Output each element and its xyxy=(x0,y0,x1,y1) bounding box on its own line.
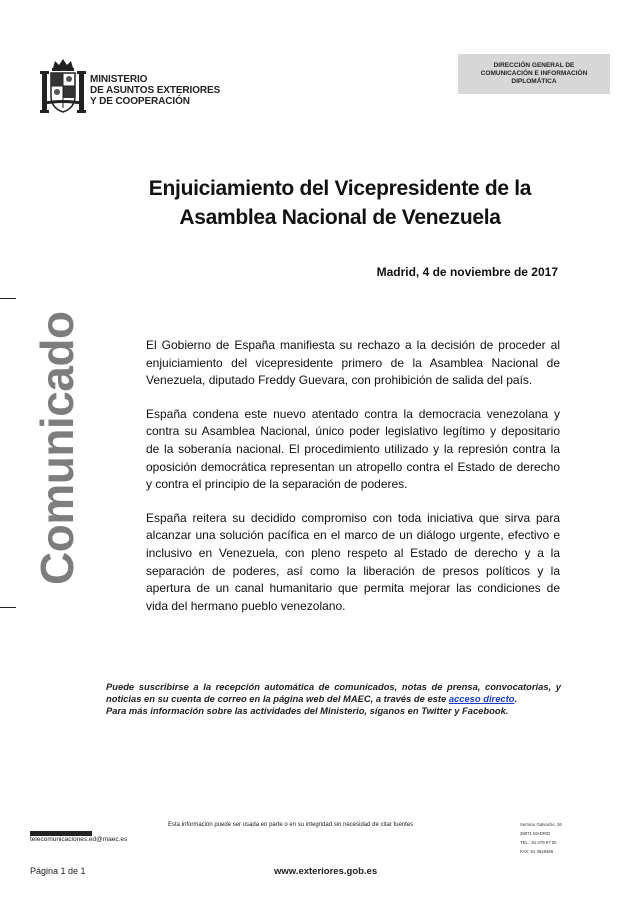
usage-notice: Esta información puede ser usada en parte o en su integridad sin necesidad de citar fuentes xyxy=(168,822,414,828)
subscription-note xyxy=(106,681,561,717)
footer-email: telecomunicaciones.ed@maec.es xyxy=(30,836,128,843)
page-number: Página 1 de 1 xyxy=(30,866,86,876)
department-box xyxy=(458,54,610,94)
side-label: Comunicado xyxy=(31,311,83,585)
direct-access-link[interactable]: acceso directo xyxy=(448,693,515,704)
ministry-line: MINISTERIO xyxy=(90,74,148,85)
document-date: Madrid, 4 de noviembre de 2017 xyxy=(376,265,558,279)
subscribe-text: Puede suscribirse a la recepción automática de comunicados, notas de prensa, convocatorias, y noticias en su cuenta de correo en la página web del MAEC, a través de este xyxy=(106,681,561,704)
ministry-line: Y DE COOPERACIÓN xyxy=(90,96,190,107)
address-line: 28071 MADRID xyxy=(520,831,551,836)
fold-mark-bottom xyxy=(0,607,16,608)
fold-mark-top xyxy=(0,298,16,299)
title-line: Enjuiciamiento del Vicepresidente de la xyxy=(148,177,532,200)
department-line: COMUNICACIÓN E INFORMACIÓN xyxy=(480,70,588,77)
document-title xyxy=(120,174,560,232)
ministry-name xyxy=(90,74,220,107)
address-line: Serrano Galvache, 26 xyxy=(520,822,562,827)
department-line: DIRECCIÓN GENERAL DE xyxy=(493,62,575,69)
ministry-line: DE ASUNTOS EXTERIORES xyxy=(90,85,221,96)
address-line: FAX: 91 3948486 xyxy=(520,849,554,854)
body-paragraph: España condena este nuevo atentado contra la democracia venezolana y contra su Asamblea Nacional, único poder legislativo legítimo y depositario de la soberanía nacional. El procedimiento utilizado y la represión contra la oposición democrática representan un atropello contra el Estado de derecho y contra el principio de la separación de poderes. xyxy=(146,406,560,492)
footer-address xyxy=(520,820,610,856)
subscribe-end: . xyxy=(514,693,518,704)
more-info-text: Para más información sobre las actividades del Ministerio, síganos en Twitter y Facebook. xyxy=(106,705,509,716)
subscribe-paragraph xyxy=(106,681,561,705)
document-body xyxy=(146,337,560,631)
body-paragraph: España reitera su decidido compromiso con toda iniciativa que sirva para alcanzar una solución pacífica en el marco de un diálogo urgente, efectivo e inclusivo en Venezuela, con pleno respeto al Estado de derecho y a la separación de poderes, así como la liberación de presos políticos y la apertura de un canal humanitario que permita mejorar las condiciones de vida del hermano pueblo venezolano. xyxy=(146,510,560,613)
title-line: Asamblea Nacional de Venezuela xyxy=(179,206,501,229)
website-link[interactable]: www.exteriores.gob.es xyxy=(274,866,378,877)
address-line: TEL.: 91 379 97 00 xyxy=(520,840,557,845)
department-line: DIPLOMÁTICA xyxy=(511,78,557,85)
coat-of-arms-icon xyxy=(40,58,86,120)
body-paragraph: El Gobierno de España manifiesta su rechazo a la decisión de proceder al enjuiciamiento del vicepresidente primero de la Asamblea Nacional de Venezuela, diputado Freddy Guevara, con prohibición de salida del país. xyxy=(146,338,560,388)
